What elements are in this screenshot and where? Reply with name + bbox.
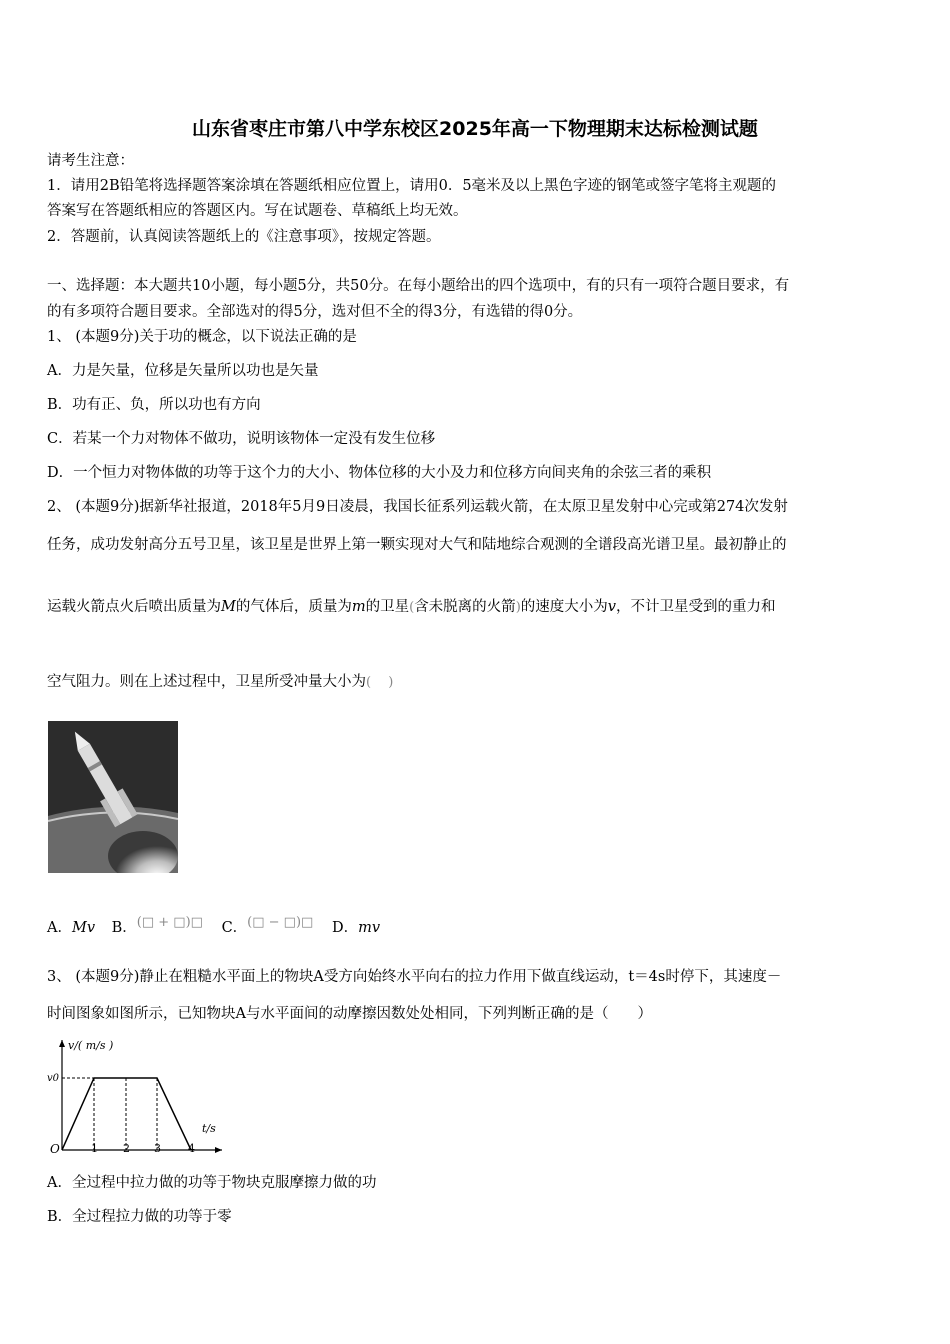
rocket-photo (48, 721, 178, 873)
notice-heading: 请考生注意： (47, 153, 134, 169)
var-m: m (351, 599, 366, 615)
q2-line-3a: 运载火箭点火后喷出质量为 (47, 599, 221, 615)
q2-line-4 (47, 672, 393, 693)
rocket-launch-image (48, 721, 178, 873)
paren-close: ) (515, 600, 521, 615)
q1-option-b: B．功有正、负，所以功也有方向 (47, 397, 261, 413)
q2-line-3c: 的卫星 (365, 599, 410, 615)
q2-line-3f: ，不计卫星受到的重力和 (615, 599, 776, 615)
q2-option-b-label: B． (111, 920, 137, 936)
tick-4: 4 (188, 1142, 195, 1155)
origin-label: O (50, 1142, 60, 1156)
q3-line-1: 3、 (本题9分)静止在粗糙水平面上的物块A受方向始终水平向右的拉力作用下做直线运动，t＝4s时停下，其速度－ (47, 969, 782, 985)
velocity-time-graph (44, 1034, 234, 1159)
section-intro-line-2: 的有多项符合题目要求。全部选对的得5分，选对但不全的得3分，有选错的得0分。 (47, 304, 583, 320)
y-axis-arrow (59, 1040, 65, 1047)
tick-3: 3 (154, 1142, 161, 1155)
q3-option-a: A．全过程中拉力做的功等于物块克服摩擦力做的功 (47, 1175, 377, 1191)
q2-option-d-label: D． (331, 920, 359, 936)
q2-line-1: 2、 (本题9分)据新华社报道，2018年5月9日凌晨，我国长征系列运载火箭，在太原卫星发射中心完或第274次发射 (47, 499, 788, 515)
page-title: 山东省枣庄市第八中学东校区2025年高一下物理期末达标检测试题 (192, 118, 758, 140)
q2-option-d-value: mv (358, 920, 381, 936)
q1-option-a: A．力是矢量，位移是矢量所以功也是矢量 (47, 363, 319, 379)
x-axis-label: t/s (202, 1122, 216, 1135)
v0-label: v0 (47, 1073, 60, 1084)
notice-line-2: 2．答题前，认真阅读答题纸上的《注意事项》，按规定答题。 (47, 229, 441, 245)
q2-line-3b: 的气体后，质量为 (235, 599, 352, 615)
q2-option-b-formula: (□ + □)□ (136, 915, 203, 930)
tick-1: 1 (91, 1142, 98, 1155)
q1-option-d: D．一个恒力对物体做的功等于这个力的大小、物体位移的大小及力和位移方向间夹角的余弦三者的乘积 (47, 465, 712, 481)
tick-2: 2 (123, 1142, 130, 1155)
section-intro-line-1: 一、选择题：本大题共10小题，每小题5分，共50分。在每小题给出的四个选项中，有的只有一项符合题目要求，有 (47, 278, 790, 294)
q2-line-3 (47, 597, 775, 618)
notice-line-1a: 1．请用2B铅笔将选择题答案涂填在答题纸相应位置上，请用0．5毫米及以上黑色字迹的钢笔或签字笔将主观题的 (47, 178, 777, 194)
var-M: M (221, 599, 236, 615)
q3-line-2: 时间图象如图所示，已知物块A与水平面间的动摩擦因数处处相同，下列判断正确的是（ ） (47, 1006, 652, 1022)
q2-line-3e: 的速度大小为 (520, 599, 608, 615)
q2-option-a-value: Mv (71, 920, 96, 936)
q2-option-a-label: A． (47, 920, 72, 936)
q2-options (47, 915, 381, 939)
q1-option-c: C．若某一个力对物体不做功，说明该物体一定没有发生位移 (47, 431, 436, 447)
q2-option-c-label: C． (221, 920, 248, 936)
notice-line-1b: 答案写在答题纸相应的答题区内。写在试题卷、草稿纸上均无效。 (47, 203, 468, 219)
y-axis-label: v/( m/s ) (68, 1039, 114, 1052)
q2-line-4-text: 空气阻力。则在上述过程中，卫星所受冲量大小为 (47, 674, 366, 690)
q1-stem: 1、 (本题9分)关于功的概念，以下说法正确的是 (47, 329, 357, 345)
x-axis-arrow (215, 1147, 222, 1153)
q2-option-c-formula: (□ − □)□ (247, 915, 314, 930)
paren-open: ( (409, 600, 415, 615)
answer-blank: ( ) (366, 675, 394, 690)
q2-line-2: 任务，成功发射高分五号卫星，该卫星是世界上第一颗实现对大气和陆地综合观测的全谱段高光谱卫星。最初静止的 (47, 537, 787, 553)
var-v: v (607, 599, 616, 615)
q2-line-3d: 含未脱离的火箭 (414, 599, 516, 615)
q3-option-b: B．全过程拉力做的功等于零 (47, 1209, 232, 1225)
